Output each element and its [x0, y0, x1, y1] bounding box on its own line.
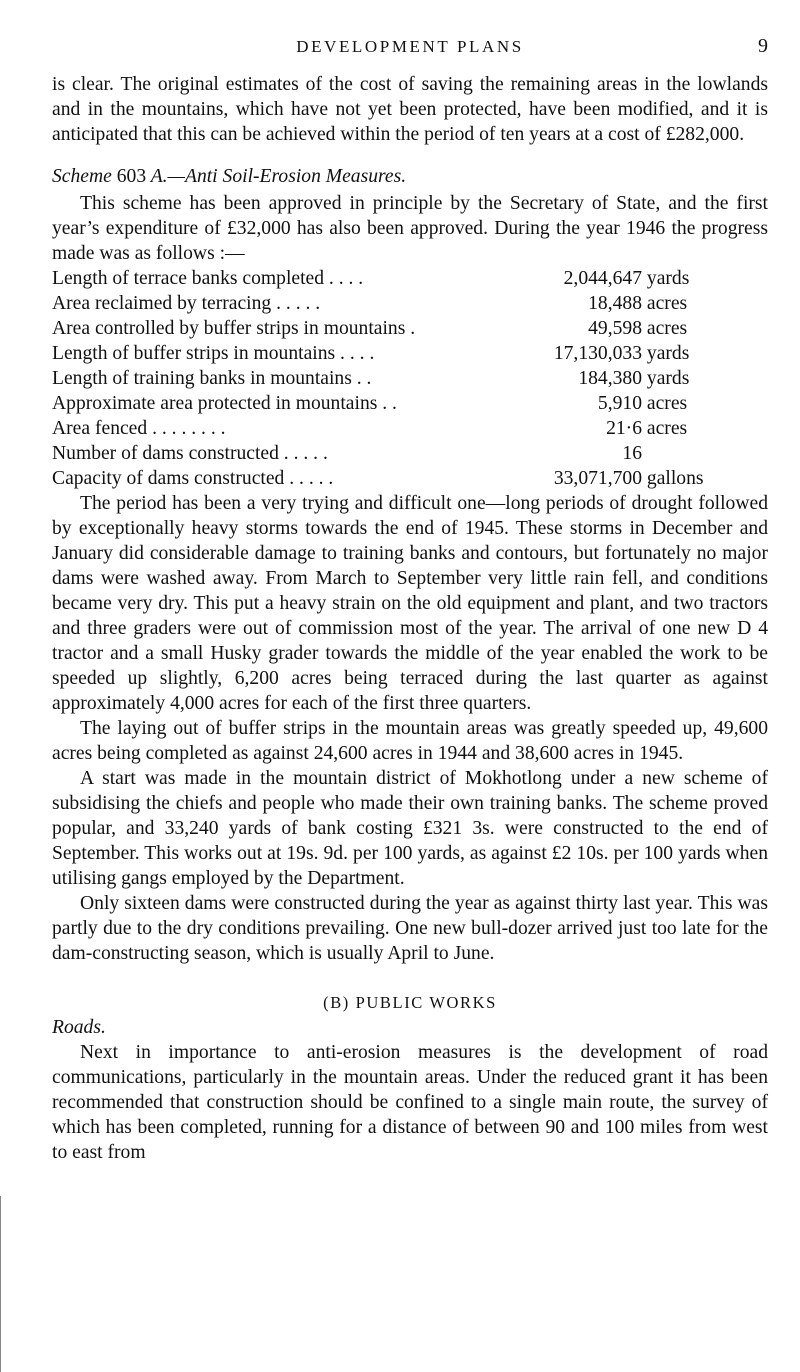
stat-value: 5,910 — [597, 393, 642, 414]
stat-unit: yards — [646, 368, 690, 389]
stat-label: Number of dams constructed . . . . . — [52, 443, 328, 464]
stat-label: Length of training banks in mountains . . — [52, 368, 372, 389]
page-edge-line — [0, 1196, 1, 1372]
stat-value: 184,380 — [578, 368, 642, 389]
paragraph-conditions: The period has been a very trying and difficult one—long periods of drought followed by exceptionally heavy storms towards the end of 1945. These storms in December and January did considerable damage to training banks and contours, but fortunately no major dams were washed away. From March to September very little rain fell, and conditions became very dry. This put a heavy strain on the old equipment and plant, and two tractors and three graders were out of commission most of the year. The arrival of one new D 4 tractor and a small Husky grader towards the middle of the year enabled the work to be speeded up slightly, 6,200 acres being terraced during the last quarter as against approximately 4,000 acres for each of the first three quarters. — [52, 493, 768, 714]
paragraph-mokhotlong: A start was made in the mountain district of Mokhotlong under a new scheme of subsidising the chiefs and people who made their own training banks. The scheme proved popular, and 33,240 yards of bank costing £321 3s. were constructed to the end of September. This works out at 19s. 9d. per 100 yards, as against £2 10s. per 100 yards when utilising gangs employed by the Department. — [52, 768, 768, 889]
stat-value: 2,044,647 — [563, 268, 642, 289]
table-row — [52, 466, 768, 491]
paragraph-intro: is clear. The original estimates of the cost of saving the remaining areas in the lowlands and in the mountains, which have not yet been protected, have been modified, and it is anticipated that this can be achieved within the period of ten years at a cost of £282,000. — [52, 74, 768, 145]
stat-value: 16 — [622, 443, 642, 464]
stat-label: Area controlled by buffer strips in mountains . — [52, 318, 416, 339]
body-text — [52, 72, 768, 1165]
stat-label: Capacity of dams constructed . . . . . — [52, 468, 334, 489]
stat-value: 49,598 — [588, 318, 642, 339]
scheme-number: 603 — [116, 166, 147, 187]
page-number: 9 — [758, 35, 768, 57]
stat-label: Length of buffer strips in mountains . . . . — [52, 343, 375, 364]
stat-value: 17,130,033 — [553, 343, 642, 364]
stat-unit: acres — [646, 318, 688, 339]
stat-value: 21·6 — [606, 418, 642, 439]
table-row — [52, 416, 768, 441]
scheme-title: A.—Anti Soil-Erosion Measures. — [150, 166, 407, 187]
stat-label: Length of terrace banks completed . . . . — [52, 268, 364, 289]
stat-unit: yards — [646, 268, 690, 289]
scheme-label: Scheme — [52, 166, 112, 187]
stat-label: Approximate area protected in mountains . . — [52, 393, 397, 414]
table-row — [52, 391, 768, 416]
paragraph-approval: This scheme has been approved in principle by the Secretary of State, and the first year’s expenditure of £32,000 has also been approved. During the year 1946 the progress made was as follows :— — [52, 193, 768, 264]
stat-unit: acres — [646, 393, 688, 414]
stat-label: Area fenced . . . . . . . . — [52, 418, 226, 439]
paragraph-roads: Next in importance to anti-erosion measures is the development of road communications, particularly in the mountain areas. Under the reduced grant it has been recommended that construction should be confined to a single main route, the survey of which has been completed, running for a distance of between 90 and 100 miles from west to east from — [52, 1042, 768, 1163]
progress-table — [52, 266, 768, 491]
table-row — [52, 266, 768, 291]
table-row — [52, 291, 768, 316]
stat-unit: yards — [646, 343, 690, 364]
stat-value: 18,488 — [588, 293, 642, 314]
table-row — [52, 366, 768, 391]
scheme-heading — [52, 164, 768, 189]
section-heading-public-works: (B) PUBLIC WORKS — [323, 993, 497, 1012]
table-row — [52, 316, 768, 341]
stat-label: Area reclaimed by terracing . . . . . — [52, 293, 321, 314]
table-row — [52, 341, 768, 366]
table-row — [52, 441, 768, 466]
page-header — [52, 34, 768, 60]
stat-unit: gallons — [646, 468, 704, 489]
stat-unit: acres — [646, 293, 688, 314]
stat-value: 33,071,700 — [553, 468, 642, 489]
paragraph-dams: Only sixteen dams were constructed during the year as against thirty last year. This was partly due to the dry conditions prevailing. One new bull-dozer arrived just too late for the dam-constructing season, which is usually April to June. — [52, 893, 768, 964]
paragraph-buffer-strips: The laying out of buffer strips in the mountain areas was greatly speeded up, 49,600 acres being completed as against 24,600 acres in 1944 and 38,600 acres in 1945. — [52, 718, 768, 764]
roads-heading: Roads. — [52, 1017, 106, 1038]
running-head: DEVELOPMENT PLANS — [296, 37, 524, 56]
stat-unit: acres — [646, 418, 688, 439]
